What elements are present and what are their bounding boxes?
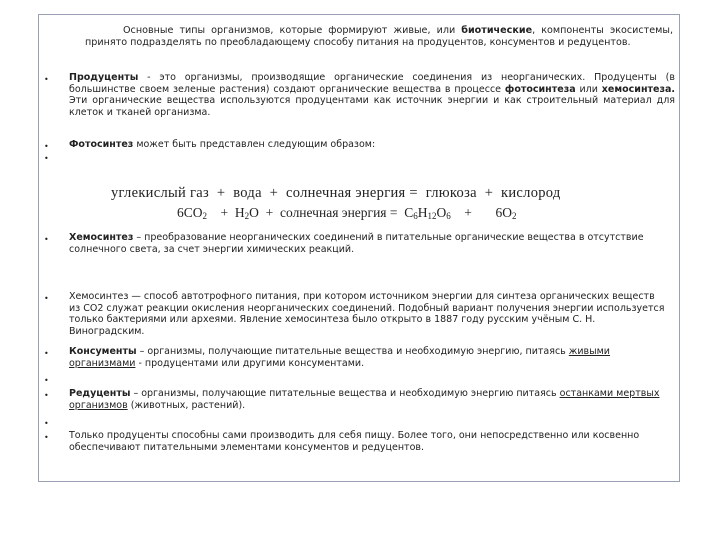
bullet-producers: • bbox=[44, 75, 49, 84]
photosynthesis-label: Фотосинтез bbox=[69, 139, 134, 150]
consumers-paragraph bbox=[69, 346, 665, 369]
bullet-empty-1: • bbox=[44, 154, 49, 163]
equation-words: углекислый газ + вода + солнечная энергия = глюкоза + кислород bbox=[111, 185, 561, 201]
formula-h: H bbox=[417, 205, 428, 220]
producers-text-3: Эти органические вещества используются продуцентами как источник энергии и как строительный материал для клеток и тканей организма. bbox=[69, 95, 675, 118]
bullet-chemosynthesis: • bbox=[44, 235, 49, 244]
formula-plus-1: + bbox=[207, 205, 235, 220]
bullet-final: • bbox=[44, 433, 49, 442]
consumers-text-1: – организмы, получающие питательные вещества и необходимую энергию, питаясь bbox=[136, 346, 569, 357]
reducers-link: останками мертвых организмов bbox=[69, 388, 660, 411]
formula-h2o-sub: 2 bbox=[244, 211, 250, 221]
producers-paragraph bbox=[69, 72, 675, 118]
reducers-term: Редуценты bbox=[69, 388, 131, 399]
formula-c-sub: 6 bbox=[413, 211, 418, 221]
formula-middle: O + солнечная энергия = C bbox=[249, 205, 414, 220]
slide bbox=[38, 14, 680, 482]
formula-h2o: H bbox=[234, 205, 245, 220]
intro-text-1: Основные типы организмов, которые формируют живые, или bbox=[123, 25, 462, 36]
photosynthesis-term: фотосинтеза bbox=[504, 83, 576, 95]
intro-text-2: , компоненты экосистемы, принято подразделять по преобладающему способу питания на продуцентов, консументов и редуцентов. bbox=[85, 25, 674, 49]
reducers-text-1: – организмы, получающие питательные вещества и необходимую энергию питаясь bbox=[130, 388, 560, 399]
final-paragraph: Только продуценты способны сами производить для себя пищу. Более того, они непосредственно или косвенно обеспечивают питательными элементами консументов и редуцентов. bbox=[69, 430, 640, 453]
photosynthesis-text: может быть представлен следующим образом: bbox=[133, 139, 376, 150]
reducers-paragraph bbox=[69, 388, 665, 411]
bullet-chemosynthesis-2: • bbox=[44, 294, 49, 303]
producers-term: Продуценты bbox=[69, 72, 139, 83]
bullet-photosynthesis: • bbox=[44, 142, 49, 151]
reducers-text-2: (животных, растений). bbox=[127, 399, 246, 411]
chemosynthesis-label: Хемосинтез bbox=[69, 232, 134, 243]
chemosynthesis-term: хемосинтеза. bbox=[601, 83, 675, 95]
formula-co2: 6CO bbox=[177, 205, 203, 220]
consumers-term: Консументы bbox=[69, 346, 137, 357]
producers-text-1: - это организмы, производящие органические соединения из неорганических. Продуценты (в большинстве своем зеленые растения) создают органические вещества в процессе bbox=[69, 72, 675, 95]
formula-o: O bbox=[436, 205, 447, 220]
formula-plus-2: + 6O bbox=[450, 205, 512, 220]
equation-formula bbox=[177, 205, 517, 221]
formula-h-sub: 12 bbox=[427, 211, 437, 221]
photosynthesis-paragraph bbox=[69, 139, 675, 151]
formula-o2-sub: 2 bbox=[512, 211, 517, 221]
bullet-reducers: • bbox=[44, 391, 49, 400]
intro-bold-term: биотические bbox=[461, 25, 533, 36]
bullet-empty-3: • bbox=[44, 419, 49, 428]
chemosynthesis-paragraph bbox=[69, 232, 665, 255]
intro-paragraph bbox=[85, 25, 673, 50]
consumers-text-2: - продуцентами или другими консументами. bbox=[135, 357, 365, 369]
bullet-empty-2: • bbox=[44, 376, 49, 385]
chemosynthesis-text: – преобразование неорганических соединений в питательные органические вещества в отсутствие солнечного света, за счет энергии химических реакций. bbox=[69, 232, 644, 255]
formula-co2-sub: 2 bbox=[202, 211, 208, 221]
producers-text-2: или bbox=[575, 83, 602, 95]
formula-o-sub: 6 bbox=[446, 211, 451, 221]
chemosynthesis2-paragraph: Хемосинтез — способ автотрофного питания, при котором источником энергии для синтеза органических веществ из CO2 служат реакции окисления неорганических соединений. Подобный вариант получения энергии используется только бактериями или археями. Явление хемосинтеза было открыто в 1887 году русским учёным С. Н. Виноградским. bbox=[69, 291, 665, 337]
consumers-link: живыми организмами bbox=[69, 346, 610, 369]
bullet-consumers: • bbox=[44, 349, 49, 358]
